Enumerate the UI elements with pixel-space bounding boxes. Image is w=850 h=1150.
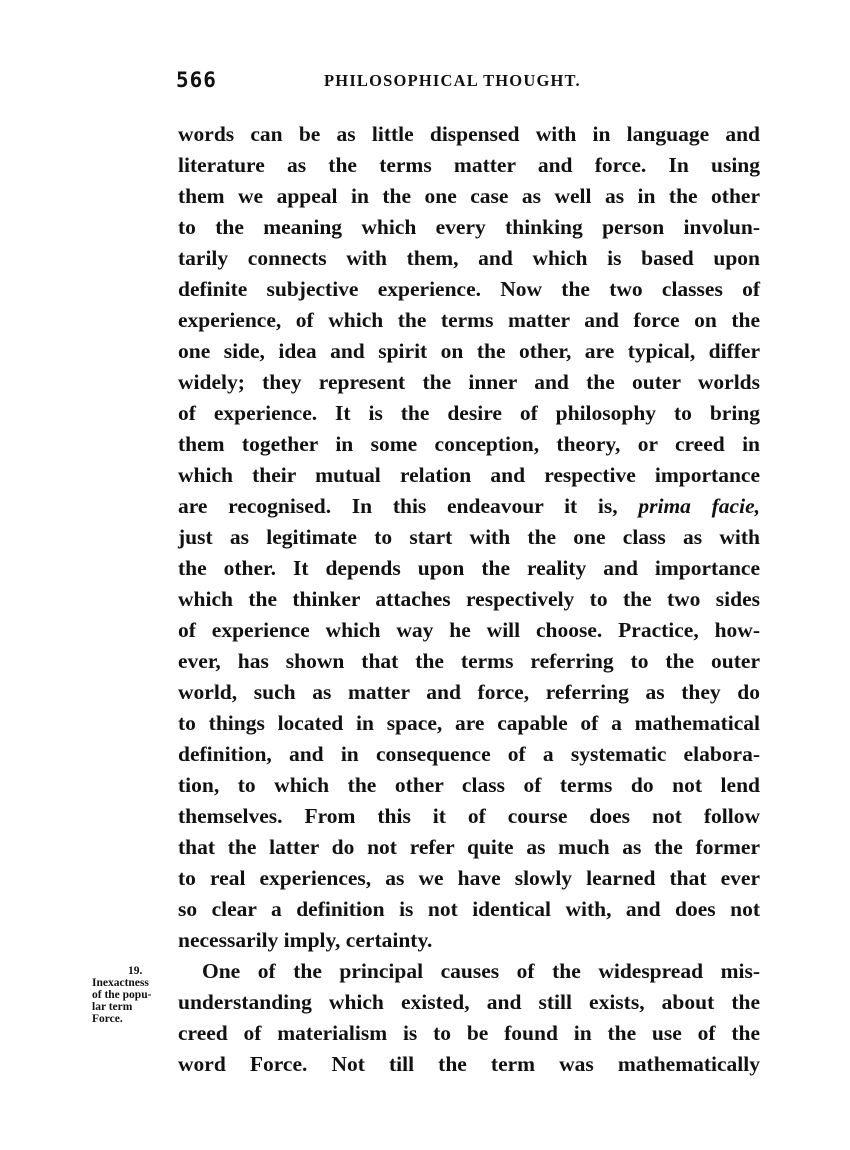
text-line: tion, to which the other class of terms do not lend <box>178 773 760 797</box>
margin-note <box>92 965 176 1025</box>
text-line: that the latter do not refer quite as much as the former <box>178 835 760 859</box>
text-line: understanding which existed, and still exists, about the <box>178 990 760 1014</box>
body-text <box>178 119 760 1080</box>
text-line: which the thinker attaches respectively to the two sides <box>178 587 760 611</box>
page-number: 566 <box>176 68 217 92</box>
text-line: necessarily imply, certainty. <box>178 928 433 952</box>
text-line-with-italic <box>178 491 760 522</box>
italic-phrase: prima facie, <box>638 494 760 518</box>
text-line: experience, of which the terms matter and force on the <box>178 308 760 332</box>
margin-note-line: lar term <box>92 1001 133 1013</box>
margin-note-line: Force. <box>92 1013 123 1025</box>
text-line: literature as the terms matter and force. In using <box>178 153 760 177</box>
text-line: One of the principal causes of the widespread mis- <box>202 959 760 983</box>
text-line: tarily connects with them, and which is based upon <box>178 246 760 270</box>
text-line: widely; they represent the inner and the outer worlds <box>178 370 760 394</box>
text-line: to real experiences, as we have slowly learned that ever <box>178 866 760 890</box>
text-line: word Force. Not till the term was mathematically <box>178 1052 760 1076</box>
text-line: which their mutual relation and respective importance <box>178 463 760 487</box>
page-header <box>176 68 766 98</box>
text-line: words can be as little dispensed with in language and <box>178 122 760 146</box>
text-line: of experience which way he will choose. Practice, how- <box>178 618 760 642</box>
text-line: ever, has shown that the terms referring to the outer <box>178 649 760 673</box>
text-line-start: are recognised. In this endeavour it is, <box>178 494 618 518</box>
text-line: to the meaning which every thinking person involun- <box>178 215 760 239</box>
text-line: to things located in space, are capable of a mathematical <box>178 711 760 735</box>
text-line: themselves. From this it of course does not follow <box>178 804 760 828</box>
margin-note-line: of the popu- <box>92 989 152 1001</box>
text-line: world, such as matter and force, referring as they do <box>178 680 760 704</box>
text-line: creed of materialism is to be found in the use of the <box>178 1021 760 1045</box>
text-line: definition, and in consequence of a systematic elabora- <box>178 742 760 766</box>
text-line: the other. It depends upon the reality and importance <box>178 556 760 580</box>
text-line: so clear a definition is not identical with, and does not <box>178 897 760 921</box>
text-line: just as legitimate to start with the one class as with <box>178 525 760 549</box>
running-head: PHILOSOPHICAL THOUGHT. <box>324 71 581 90</box>
text-line: one side, idea and spirit on the other, are typical, differ <box>178 339 760 363</box>
margin-note-line: Inexactness <box>92 977 149 989</box>
text-line: them we appeal in the one case as well as in the other <box>178 184 760 208</box>
text-line: them together in some conception, theory, or creed in <box>178 432 760 456</box>
text-line: definite subjective experience. Now the two classes of <box>178 277 760 301</box>
margin-note-number: 19. <box>128 965 143 977</box>
text-line: of experience. It is the desire of philosophy to bring <box>178 401 760 425</box>
